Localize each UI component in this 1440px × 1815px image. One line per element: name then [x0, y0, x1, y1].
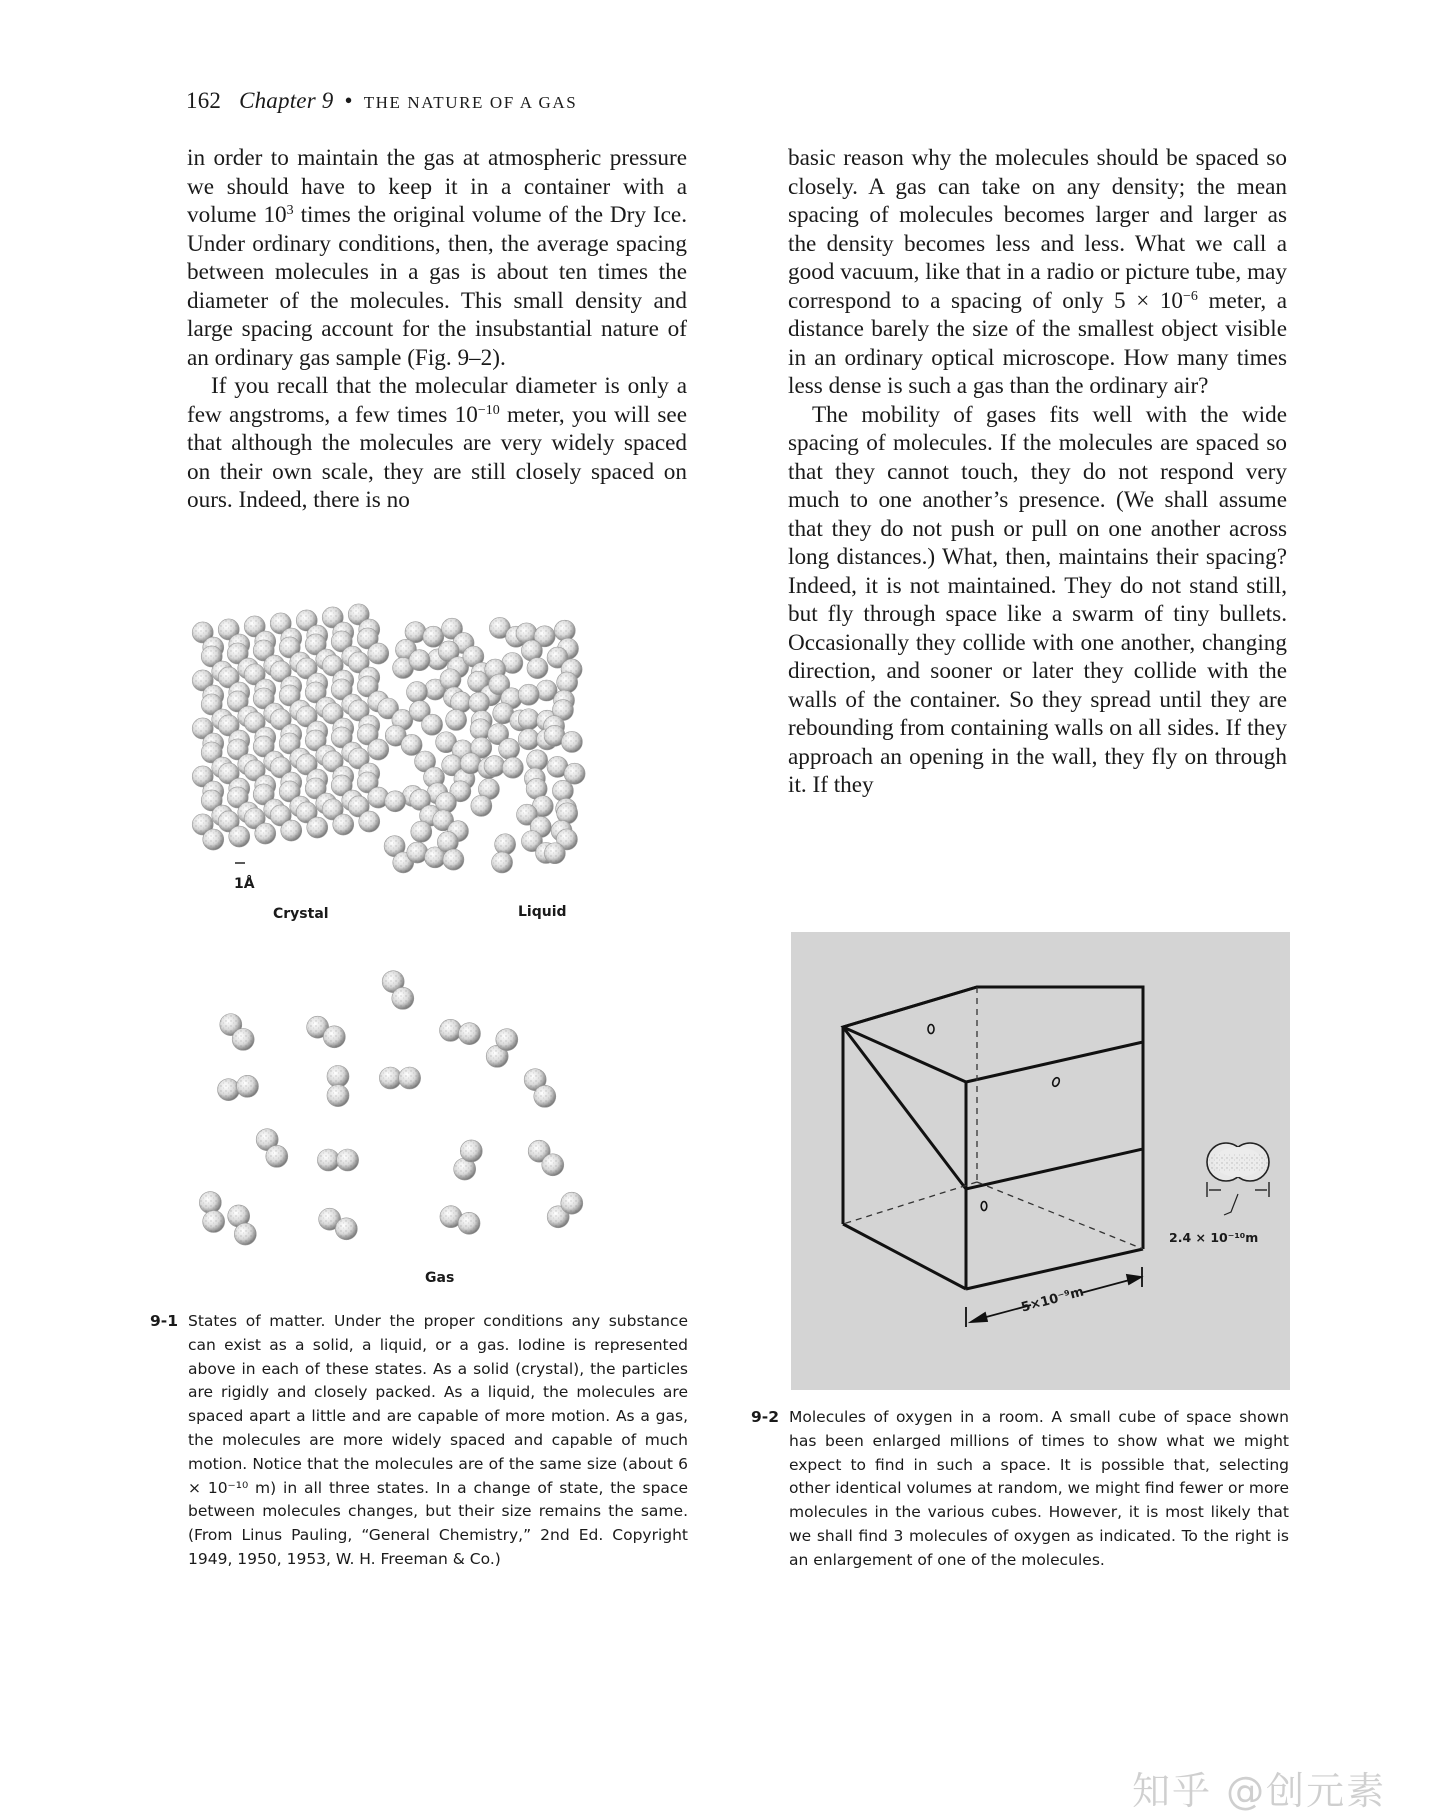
atom-shading: [458, 1212, 480, 1234]
atom-shading: [323, 1026, 345, 1048]
atom-shading: [496, 1029, 518, 1051]
atom-shading: [411, 821, 432, 842]
atom-shading: [232, 1028, 254, 1050]
atom-shading: [392, 987, 414, 1009]
enlarged-molecule: [1169, 1143, 1269, 1245]
atom-shading: [333, 814, 354, 835]
gas-label: Gas: [425, 1270, 455, 1286]
atom-shading: [440, 669, 461, 690]
atom-shading: [255, 823, 276, 844]
atom-shading: [534, 1085, 556, 1107]
cube-diagram: [791, 932, 1290, 1390]
atom-shading: [266, 1145, 288, 1167]
paragraph: basic reason why the molecules should be spaced so closely. A gas can take on any density; the mean spacing of molecules becomes larger and larger as the density becomes less and less. What we call a good vacuum, like that in a radio or picture tube, may correspond to a spacing of only $5 \times 10^{-6}$ meter, a distance barely the size of the smallest object visible in an ordinary optical microscope. How many times less dense is such a gas than the ordinary air?: [788, 145, 1287, 399]
atom-shading: [359, 811, 380, 832]
atom-shading: [281, 820, 302, 841]
edge-dimension: [966, 1267, 1142, 1327]
atom-shading: [218, 1079, 240, 1101]
oxygen-molecule: [928, 1025, 934, 1034]
atom-shading: [368, 739, 389, 760]
atom-shading: [544, 843, 565, 864]
svg-text:1Å: 1Å: [234, 876, 255, 892]
figure-9-2-caption: [751, 1406, 1289, 1573]
atom-shading: [484, 756, 505, 777]
atom-shading: [527, 658, 548, 679]
cube-edge-label: 5×10⁻⁹m: [1019, 1284, 1086, 1316]
atom-shading: [446, 709, 467, 730]
atom-shading: [327, 1085, 349, 1107]
page-number: 162: [186, 88, 222, 113]
crystal-molecules: [192, 604, 389, 850]
states-of-matter-figure: [190, 600, 680, 1290]
chapter-label: Chapter 9: [239, 88, 334, 113]
oxygen-molecule: [1051, 1077, 1060, 1088]
atom-shading: [307, 817, 328, 838]
right-text-column: [788, 144, 1287, 800]
atom-shading: [399, 1067, 421, 1089]
watermark: 知乎 @创元素: [1132, 1769, 1387, 1813]
atom-shading: [460, 1140, 482, 1162]
gas-molecules: [199, 971, 582, 1245]
hidden-edges: [843, 987, 1143, 1249]
cube-outline: [843, 987, 1143, 1289]
atom-shading: [502, 757, 523, 778]
states-of-matter-illustration: [190, 600, 680, 1290]
atom-shading: [317, 1149, 339, 1171]
atom-shading: [443, 849, 464, 870]
paragraph: in order to maintain the gas at atmospheric pressure we should have to keep it in a container with a volume $10^3$ times the original volume of the Dry Ice. Under ordinary conditions, then, the average spacing between molecules in a gas is about ten times the diameter of the molecules. This small density and large spacing account for the insubstantial nature of an ordinary gas sample (Fig. 9–2).: [187, 145, 687, 371]
atom-shading: [518, 729, 539, 750]
atom-shading: [327, 1065, 349, 1087]
atom-shading: [236, 1075, 258, 1097]
chapter-title: THE NATURE OF A GAS: [363, 93, 578, 112]
figure-number: 9-2: [751, 1408, 780, 1426]
atom-shading: [422, 714, 443, 735]
atom-shading: [518, 684, 539, 705]
atom-shading: [379, 1067, 401, 1089]
atom-shading: [552, 780, 573, 801]
page-header: [186, 88, 577, 114]
atom-shading: [499, 738, 520, 759]
oxygen-molecule: [981, 1202, 987, 1211]
scale-bar: [234, 863, 255, 892]
caption-text: Molecules of oxygen in a room. A small cube of space shown has been enlarged millions of times to show what we might expect to find in such a space. It is possible that, selecting other identical volumes at random, we might find fewer or more molecules in the various cubes. However, it is most likely that we shall find 3 molecules of oxygen as indicated. To the right is an enlargement of one of the molecules.: [789, 1408, 1289, 1569]
atom-shading: [554, 620, 575, 641]
atom-shading: [401, 734, 422, 755]
atom-shading: [518, 709, 539, 730]
molecule-size-label: 2.4 × 10⁻¹⁰m: [1169, 1230, 1259, 1245]
atom-shading: [234, 1223, 256, 1245]
atom-shading: [203, 1210, 225, 1232]
atom-shading: [229, 826, 250, 847]
atom-shading: [561, 1192, 583, 1214]
atom-shading: [542, 1154, 564, 1176]
paragraph: The mobility of gases fits well with the wide spacing of molecules. If the molecules are spaced so that they cannot touch, they do not respond very much to one another’s presence. (We shall assume that they do not push or pull on one another across long distances.) What, then, maintains their spacing? Indeed, it is not maintained. They do not stand still, but fly through space like a swarm of tiny bullets. Occasionally they collide with one another, changing direction, and sooner or later they collide with the walls of the container. So they spread until they are rebounding from containing walls on all sides. If they approach an opening in the wall, they fly on through it. If they: [788, 401, 1287, 798]
crystal-label: Crystal: [273, 906, 329, 922]
figure-number: 9-1: [150, 1312, 179, 1330]
atom-shading: [385, 791, 406, 812]
oxygen-cube-figure: [791, 932, 1290, 1390]
atom-shading: [409, 650, 430, 671]
atom-shading: [423, 626, 444, 647]
atom-shading: [337, 1149, 359, 1171]
atom-shading: [458, 1023, 480, 1045]
left-text-column: [187, 144, 687, 515]
caption-text: States of matter. Under the proper conditions any substance can exist as a solid, a liquid, or a gas. Iodine is represented above in each of these states. As a solid (crystal), the particles are rigidly and closely packed. As a liquid, the molecules are spaced apart a little and are capable of more motion. As a gas, the molecules are more widely spaced and capable of much motion. Notice that the molecules are of the same size (about 6 × 10⁻¹⁰ m) in all three states. In a change of state, the space between molecules changes, but their size remains the same. (From Linus Pauling, “General Chemistry,” 2nd Ed. Copyright 1949, 1950, 1953, W. H. Freeman & Co.): [188, 1312, 688, 1568]
figure-9-1-caption: [150, 1310, 688, 1572]
atom-shading: [203, 829, 224, 850]
atom-shading: [495, 834, 516, 855]
paragraph: If you recall that the molecular diameter is only a few angstroms, a few times $10^{-10}$ meter, you will see that although the molecules are very widely spaced on their own scale, they are still closely spaced on ours. Indeed, there is no: [187, 373, 687, 513]
atom-shading: [407, 682, 428, 703]
atom-shading: [368, 643, 389, 664]
atom-shading: [469, 692, 490, 713]
atom-shading: [557, 672, 578, 693]
liquid-molecules: [378, 617, 586, 872]
atom-shading: [492, 852, 513, 873]
liquid-label: Liquid: [518, 904, 567, 920]
atom-shading: [471, 795, 492, 816]
header-separator: •: [344, 88, 353, 113]
atom-shading: [561, 731, 582, 752]
atom-shading: [335, 1218, 357, 1240]
atom-shading: [440, 1019, 462, 1041]
atom-shading: [199, 1192, 221, 1214]
atom-shading: [527, 750, 548, 771]
